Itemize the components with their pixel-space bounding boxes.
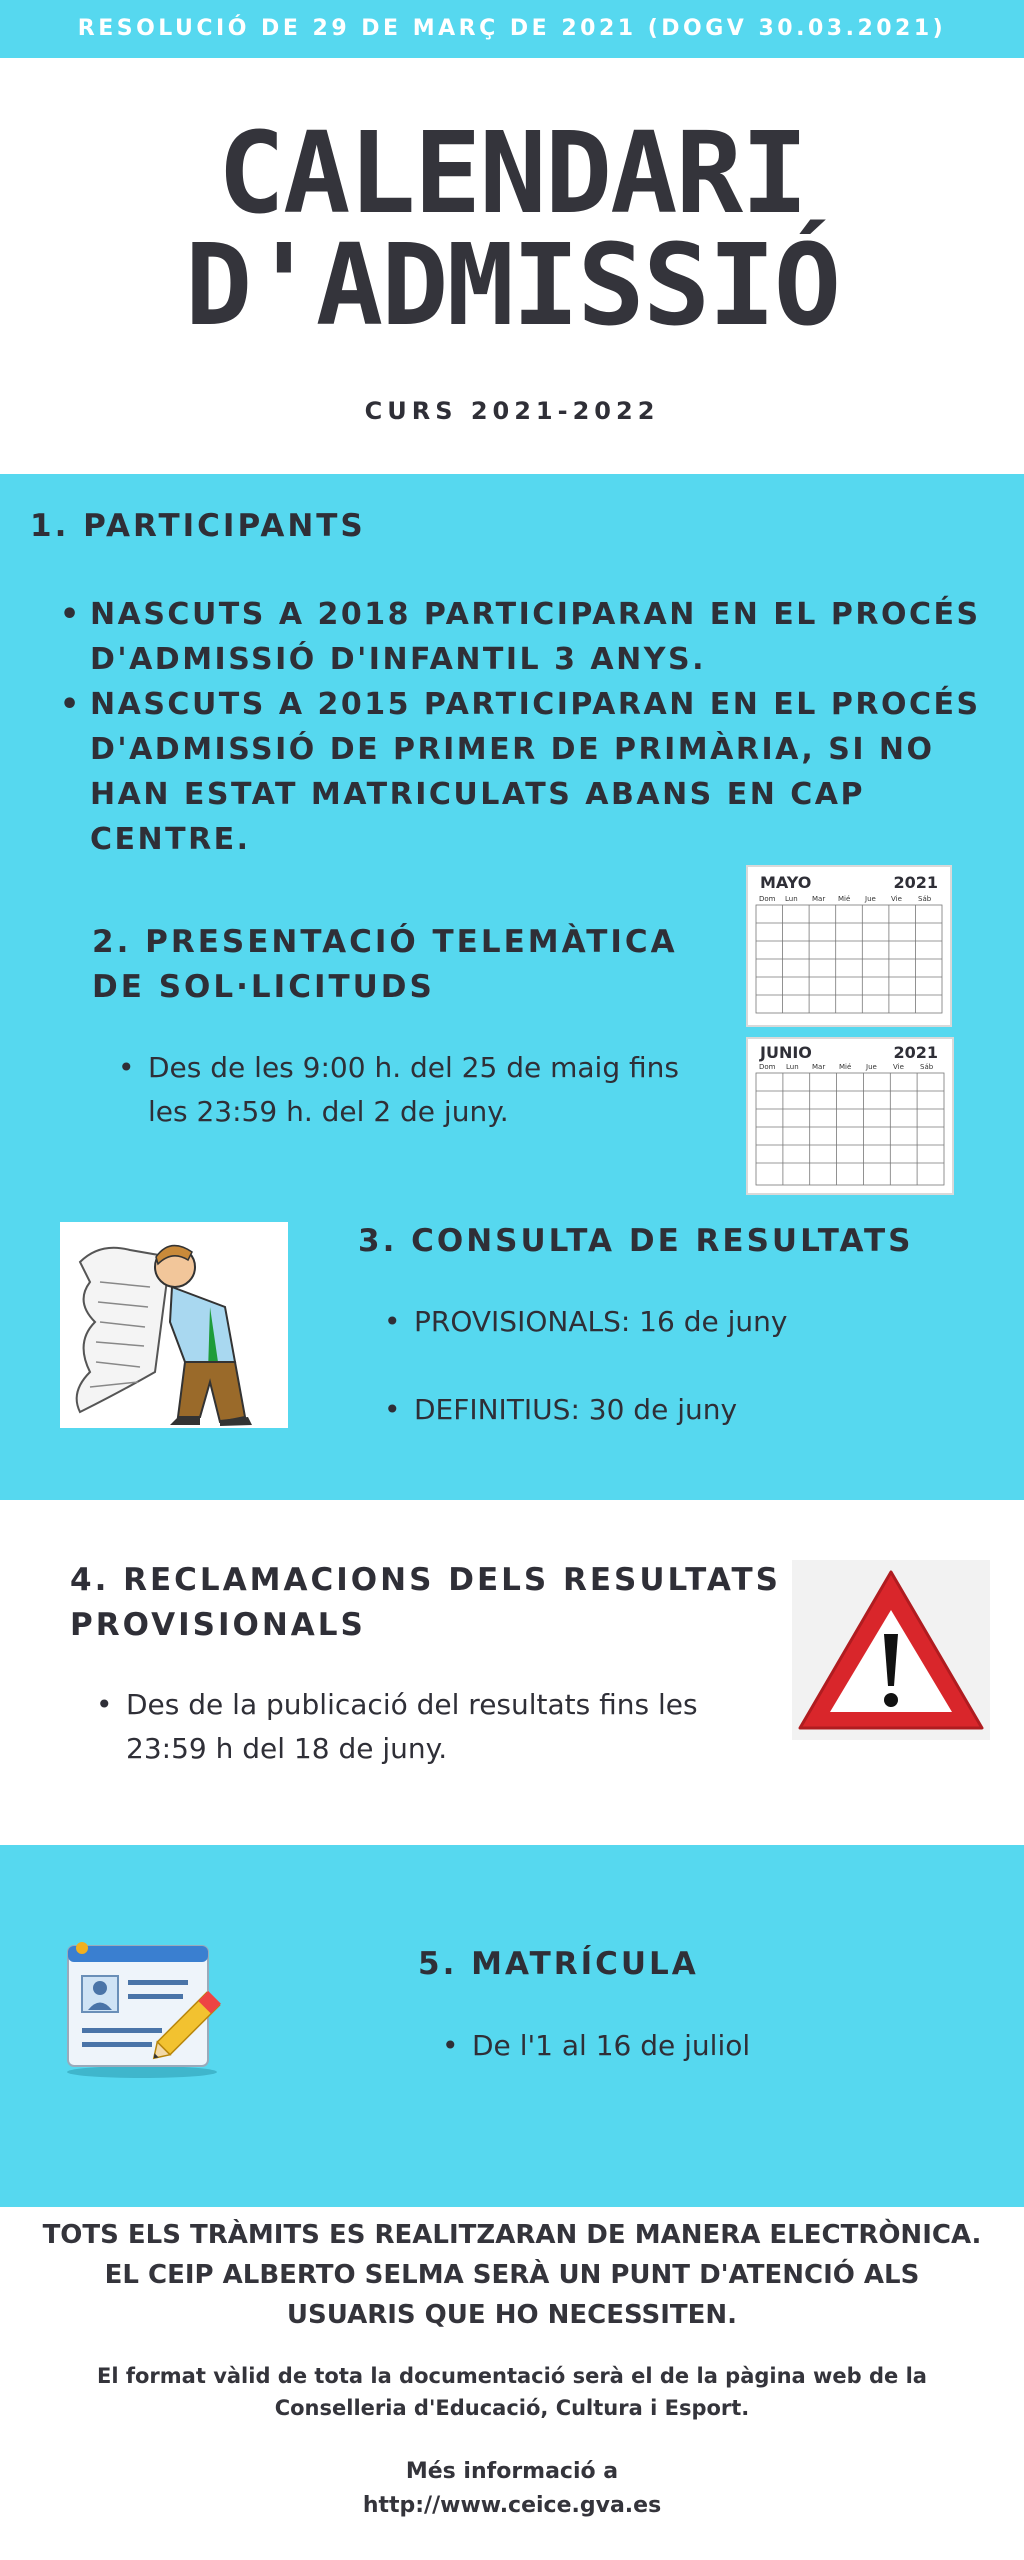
svg-text:Jue: Jue (866, 1063, 877, 1071)
calendar-may-month: MAYO (760, 873, 812, 892)
section4-heading (70, 1558, 790, 1648)
form-edit-illustration (62, 1940, 234, 2080)
svg-text:Mié: Mié (838, 895, 851, 903)
footer-format-line-2: Conselleria d'Educació, Cultura i Esport. (274, 2396, 750, 2420)
top-banner (0, 0, 1024, 58)
resolution-text: RESOLUCIÓ DE 29 DE MARÇ DE 2021 (DOGV 30.03.2021) (77, 16, 947, 41)
title-line-2: D'ADMISSIÓ (184, 221, 840, 351)
calendar-may-image (746, 865, 952, 1027)
section2-heading-line-2: DE SOL·LICITUDS (92, 969, 435, 1005)
section2-bullet: • Des de les 9:00 h. del 25 de maig fins les 23:59 h. del 2 de juny. (118, 1046, 708, 1134)
reading-man-illustration (60, 1222, 288, 1428)
title-line-1: CALENDARI (217, 109, 807, 239)
footer-more-info (0, 2455, 1024, 2523)
svg-text:Sáb: Sáb (920, 1063, 934, 1071)
calendar-june-image (746, 1037, 954, 1195)
participants-item-2018: • NASCUTS A 2018 PARTICIPARAN EN EL PROCÉS D'ADMISSIÓ D'INFANTIL 3 ANYS. (60, 592, 1010, 682)
svg-text:Jue: Jue (865, 895, 876, 903)
course-label: CURS 2021-2022 (364, 397, 660, 425)
svg-text:Lun: Lun (785, 895, 798, 903)
footer-url-link[interactable]: http://www.ceice.gva.es (362, 2493, 662, 2518)
section3-heading: 3. CONSULTA DE RESULTATS (358, 1223, 914, 1259)
svg-text:Vie: Vie (891, 895, 902, 903)
svg-text:Mar: Mar (812, 1063, 826, 1071)
section5-heading: 5. MATRÍCULA (418, 1946, 699, 1982)
section2-heading-line-1: 2. PRESENTACIÓ TELEMÀTICA (92, 924, 678, 960)
section1-heading: 1. PARTICIPANTS (30, 508, 366, 544)
svg-text:Mar: Mar (812, 895, 826, 903)
svg-text:Sáb: Sáb (918, 895, 932, 903)
footer-notice-line-3: USUARIS QUE HO NECESSITEN. (286, 2300, 738, 2330)
footer-notice-line-1: TOTS ELS TRÀMITS ES REALITZARAN DE MANERA ELECTRÒNICA. (42, 2220, 982, 2250)
reading-man-icon (60, 1222, 288, 1428)
footer-notice-line-2: EL CEIP ALBERTO SELMA SERÀ UN PUNT D'ATENCIÓ ALS (104, 2260, 920, 2290)
footer-format-line-1: El format vàlid de tota la documentació serà el de la pàgina web de la (97, 2364, 927, 2388)
section5-bullet: • De l'1 al 16 de juliol (442, 2024, 942, 2068)
svg-text:Dom: Dom (759, 895, 776, 903)
section3-bullet-provisional: • PROVISIONALS: 16 de juny (384, 1300, 904, 1344)
calendar-may-year: 2021 (893, 873, 938, 892)
section3-bullet-definitive: • DEFINITIUS: 30 de juny (384, 1388, 904, 1432)
section4-heading-line-1: 4. RECLAMACIONS DELS RESULTATS (70, 1562, 781, 1598)
footer-notice (0, 2215, 1024, 2335)
footer-format-note (0, 2360, 1024, 2424)
section2-heading (92, 920, 692, 1010)
footer-more-info-label: Més informació a (405, 2459, 619, 2484)
svg-text:Lun: Lun (786, 1063, 799, 1071)
svg-text:Mié: Mié (839, 1063, 852, 1071)
participants-list (60, 592, 1010, 862)
calendar-june-grid (748, 1039, 952, 1193)
section4-bullet: • Des de la publicació del resultats fins les 23:59 h del 18 de juny. (96, 1683, 716, 1771)
warning-icon (792, 1560, 990, 1740)
calendar-june-year: 2021 (893, 1043, 938, 1062)
warning-sign-image (792, 1560, 990, 1740)
page-title (0, 109, 1024, 351)
section4-heading-line-2: PROVISIONALS (70, 1607, 366, 1643)
svg-text:Vie: Vie (893, 1063, 904, 1071)
svg-text:Dom: Dom (759, 1063, 776, 1071)
form-pencil-icon (62, 1940, 234, 2080)
participants-item-2015: • NASCUTS A 2015 PARTICIPARAN EN EL PROCÉS D'ADMISSIÓ DE PRIMER DE PRIMÀRIA, SI NO HAN ESTAT MATRICULATS ABANS EN CAP CENTRE. (60, 682, 1010, 862)
calendar-june-month: JUNIO (760, 1043, 812, 1062)
